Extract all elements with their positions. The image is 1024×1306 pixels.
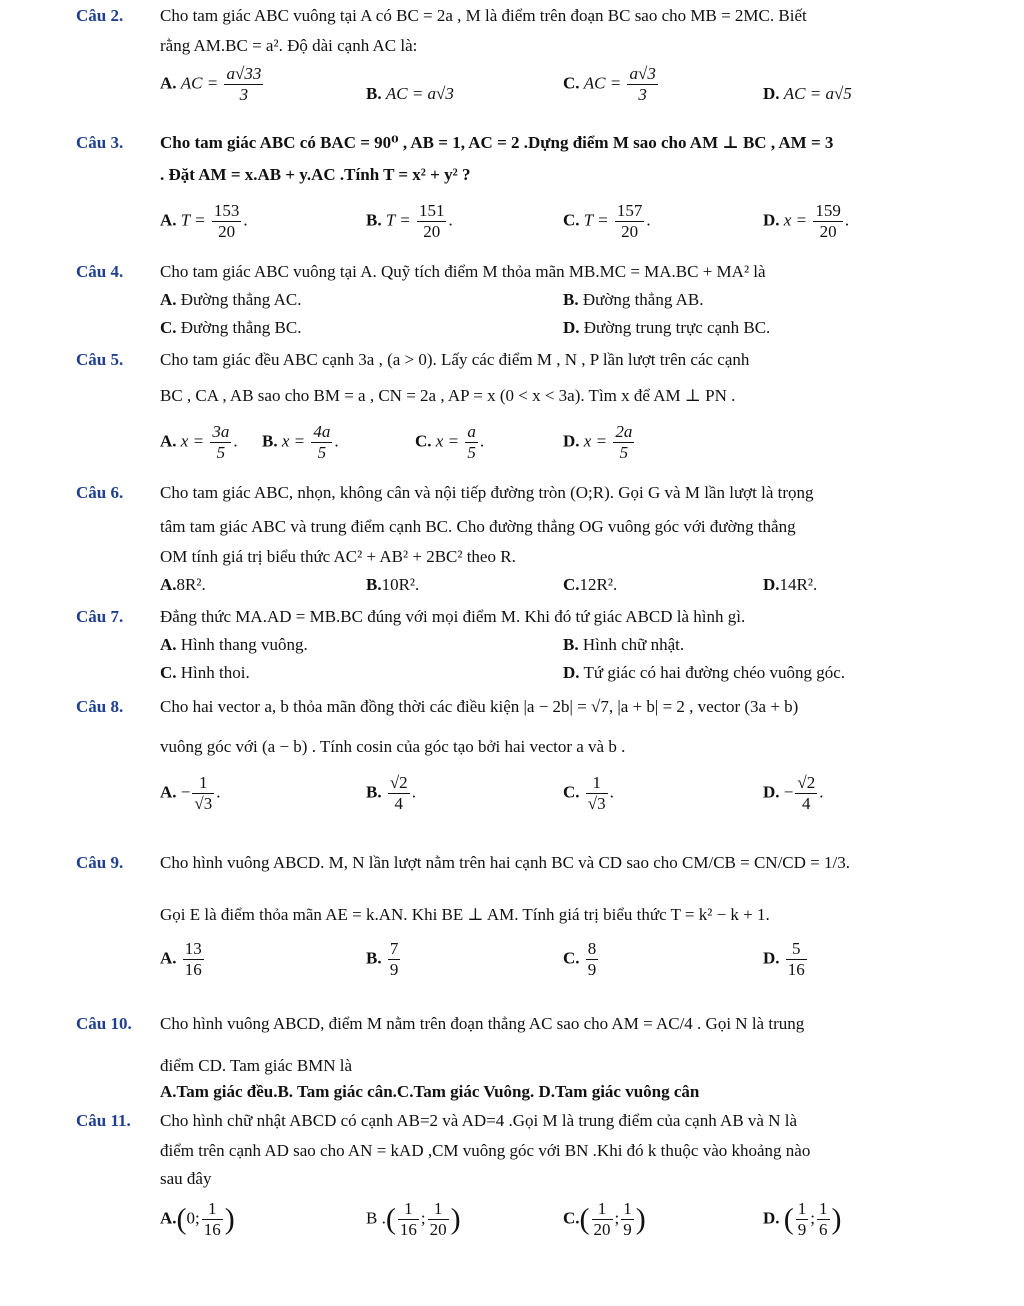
option-a: A. Đường thẳng AC. — [160, 290, 302, 309]
question-text-line: BC , CA , AB sao cho BM = a , CN = 2a , AP = x (0 < x < 3a). Tìm x để AM ⊥ PN . — [160, 386, 736, 405]
question-text-line: sau đây — [160, 1169, 212, 1188]
option-c: C. AC = $\frac{a√3}{3}$ — [563, 64, 656, 104]
option-d: D.14R². — [763, 575, 818, 594]
option-c: C. Đường thẳng BC. — [160, 318, 302, 337]
question-number: Câu 11. — [76, 1111, 131, 1130]
option-d: D. AC = a√5 — [763, 84, 852, 103]
question-number: Câu 2. — [76, 6, 124, 25]
option-b: B. $\frac{√2}{4}$ . — [366, 773, 416, 813]
question-text-line: Cho hình vuông ABCD, điểm M nằm trên đoạn thẳng AC sao cho AM = AC/4 . Gọi N là trung — [160, 1014, 805, 1033]
question-text-line: điểm CD. Tam giác BMN là — [160, 1056, 353, 1075]
option-b: B .( $\frac{1}{16}$ ; $\frac{1}{20}$ ) — [366, 1199, 461, 1239]
option-a: A. T = $\frac{153}{20}$ . — [160, 201, 248, 241]
question-text-line: tâm tam giác ABC và trung điểm cạnh BC. Cho đường thẳng OG vuông góc với đường thẳng — [160, 517, 796, 536]
option-b: B. Hình chữ nhật. — [563, 635, 685, 654]
option-d: D. $\frac{5}{16}$ — [763, 939, 805, 979]
option-d: D. x = $\frac{159}{20}$ . — [763, 201, 850, 241]
option-c: C. Hình thoi. — [160, 663, 250, 682]
question-number: Câu 9. — [76, 853, 124, 872]
question-text-line: Đẳng thức MA.AD = MB.BC đúng với mọi điểm M. Khi đó tứ giác ABCD là hình gì. — [160, 607, 746, 626]
option-c: C. $\frac{1}{√3}$ . — [563, 773, 614, 813]
question-number: Câu 6. — [76, 483, 124, 502]
option-a: A. AC = $\frac{a√33}{3}$ — [160, 64, 262, 104]
question-number: Câu 4. — [76, 262, 124, 281]
question-text-line: Cho hai vector a, b thỏa mãn đồng thời các điều kiện |a − 2b| = √7, |a + b| = 2 , vector (3a + b) — [160, 697, 799, 716]
option-a: A. x = $\frac{3a}{5}$ . — [160, 422, 238, 462]
question-text-line: điểm trên cạnh AD sao cho AN = kAD ,CM vuông góc với BN .Khi đó k thuộc vào khoảng nào — [160, 1141, 811, 1160]
option-d: D. Tứ giác có hai đường chéo vuông góc. — [563, 663, 846, 682]
question-text-line: Cho hình vuông ABCD. M, N lần lượt nằm trên hai cạnh BC và CD sao cho CM/CB = CN/CD = 1/3. — [160, 853, 850, 872]
question-text-line: . Đặt AM = x.AB + y.AC .Tính T = x² + y² ? — [160, 165, 471, 184]
option-a: A.(0; $\frac{1}{16}$ ) — [160, 1199, 235, 1239]
question-text-line: rằng AM.BC = a². Độ dài cạnh AC là: — [160, 36, 418, 55]
option-a: A.8R². — [160, 575, 206, 594]
question-text-line: Cho tam giác đều ABC cạnh 3a , (a > 0). Lấy các điểm M , N , P lần lượt trên các cạnh — [160, 350, 750, 369]
option-c: C. $\frac{8}{9}$ — [563, 939, 597, 979]
question-number: Câu 3. — [76, 133, 124, 152]
option-c: C.12R². — [563, 575, 618, 594]
option-d: D. − $\frac{√2}{4}$ . — [763, 773, 824, 813]
option-d: D. ( $\frac{1}{9}$ ; $\frac{1}{6}$ ) — [763, 1199, 842, 1239]
option-c: C. T = $\frac{157}{20}$ . — [563, 201, 651, 241]
option-b: B. $\frac{7}{9}$ — [366, 939, 399, 979]
option-c: C. x = $\frac{a}{5}$ . — [415, 422, 485, 462]
question-text-line: OM tính giá trị biểu thức AC² + AB² + 2BC² theo R. — [160, 547, 516, 566]
question-text-line: vuông góc với (a − b) . Tính cosin của góc tạo bởi hai vector a và b . — [160, 737, 626, 756]
question-text-line: Cho tam giác ABC vuông tại A. Quỹ tích điểm M thỏa mãn MB.MC = MA.BC + MA² là — [160, 262, 766, 281]
option-a: A. Hình thang vuông. — [160, 635, 308, 654]
option-b: B. T = $\frac{151}{20}$ . — [366, 201, 453, 241]
question-number: Câu 7. — [76, 607, 124, 626]
question-text-line: Cho hình chữ nhật ABCD có cạnh AB=2 và AD=4 .Gọi M là trung điểm của cạnh AB và N là — [160, 1111, 797, 1130]
answer-line: A.Tam giác đều.B. Tam giác cân.C.Tam giác Vuông. D.Tam giác vuông cân — [160, 1082, 700, 1101]
question-text-line: Cho tam giác ABC vuông tại A có BC = 2a , M là điểm trên đoạn BC sao cho MB = 2MC. Biết — [160, 6, 807, 25]
option-a: A. $\frac{13}{16}$ — [160, 939, 202, 979]
option-c: C.( $\frac{1}{20}$ ; $\frac{1}{9}$ ) — [563, 1199, 646, 1239]
option-b: B. AC = a√3 — [366, 84, 454, 103]
option-d: D. Đường trung trực cạnh BC. — [563, 318, 771, 337]
question-text-line: Cho tam giác ABC, nhọn, không cân và nội tiếp đường tròn (O;R). Gọi G và M lần lượt là trọng — [160, 483, 814, 502]
question-number: Câu 5. — [76, 350, 124, 369]
option-a: A. − $\frac{1}{√3}$ . — [160, 773, 221, 813]
option-b: B.10R². — [366, 575, 420, 594]
question-number: Câu 8. — [76, 697, 124, 716]
question-number: Câu 10. — [76, 1014, 132, 1033]
option-d: D. x = $\frac{2a}{5}$ — [563, 422, 633, 462]
question-text-line: Gọi E là điểm thỏa mãn AE = k.AN. Khi BE ⊥ AM. Tính giá trị biểu thức T = k² − k + 1. — [160, 905, 770, 924]
option-b: B. x = $\frac{4a}{5}$ . — [262, 422, 339, 462]
question-text-line: Cho tam giác ABC có BAC = 90⁰ , AB = 1, AC = 2 .Dựng điểm M sao cho AM ⊥ BC , AM = 3 — [160, 133, 834, 152]
option-b: B. Đường thẳng AB. — [563, 290, 704, 309]
